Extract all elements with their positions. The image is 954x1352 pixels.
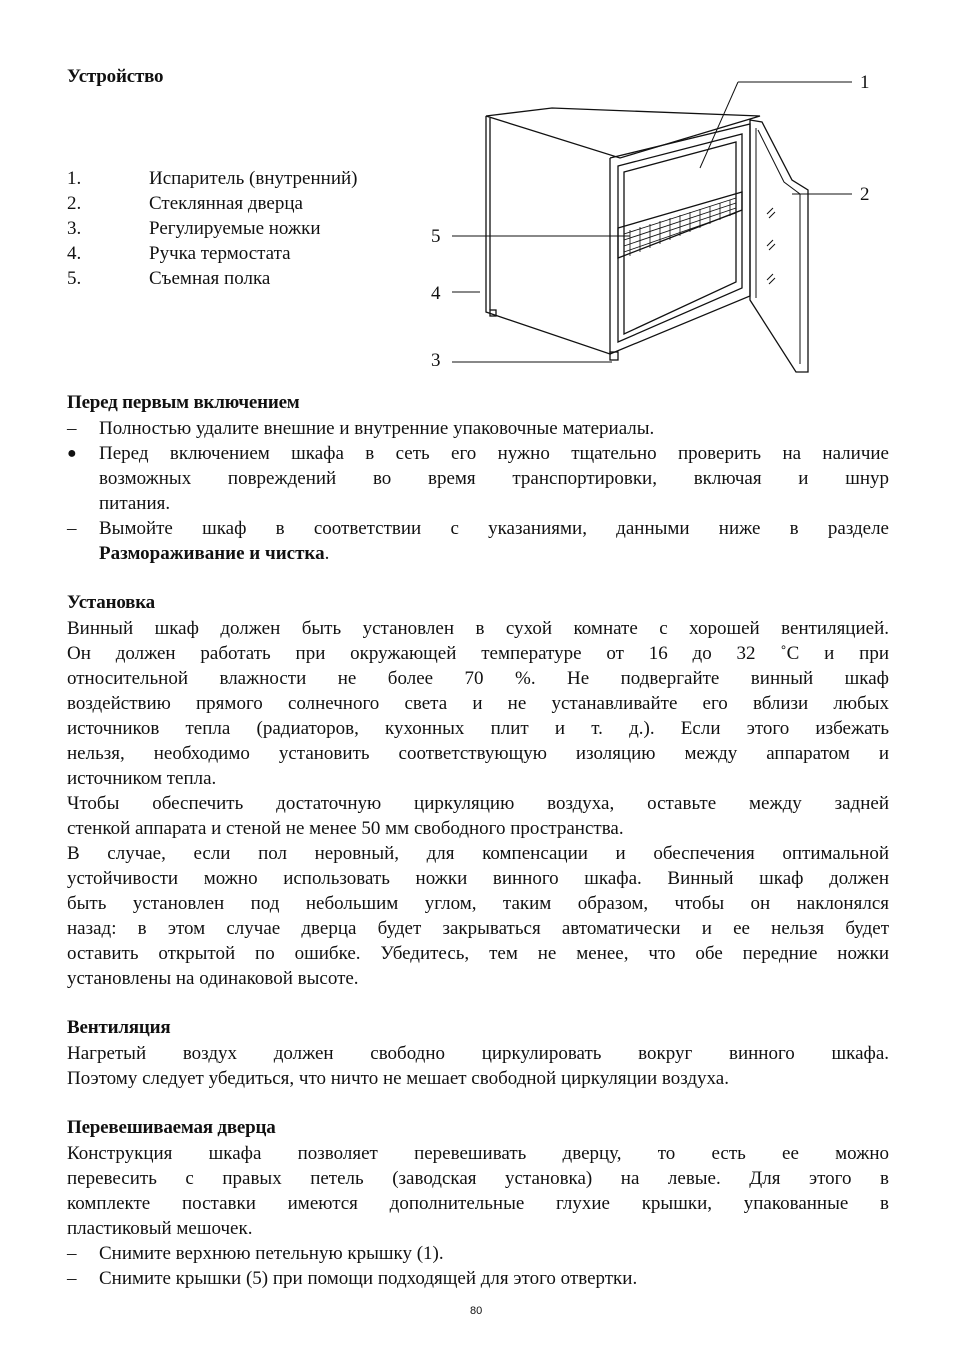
paragraph-line: Нагретый воздух должен свободно циркулировать вокруг винного шкафа. [67,1043,889,1064]
page-number: 80 [470,1305,483,1317]
paragraph-line: быть установлен под небольшим углом, таким образом, чтобы он наклонялся [67,893,889,914]
paragraph-line: источником тепла. [67,768,217,789]
heading-reversible-door: Перевешиваемая дверца [67,1117,276,1138]
paragraph-line: Винный шкаф должен быть установлен в сухой комнате с хорошей вентиляцией. [67,618,889,639]
paragraph-line: Поэтому следует убедиться, что ничто не мешает свободной циркуляции воздуха. [67,1068,729,1089]
paragraph-line: Снимите крышки (5) при помощи подходящей для этого отвертки. [99,1268,638,1289]
paragraph-line: воздействию прямого солнечного света и не устанавливайте его вблизи любых [67,693,889,714]
paragraph-line: питания. [99,493,171,514]
paragraph-line: Перед включением шкафа в сеть его нужно тщательно проверить на наличие [99,443,889,464]
callout-label: 3 [431,350,441,371]
dash-marker: – [67,1243,77,1264]
paragraph-line: оставить открытой по ошибке. Убедитесь, тем не менее, что обе передние ножки [67,943,889,964]
paragraph-line: устойчивости можно использовать ножки винного шкафа. Винный шкаф должен [67,868,889,889]
paragraph-line: Размораживание и чистка. [99,543,330,564]
list-item-label: Ручка термостата [149,243,291,264]
paragraph-line: Вымойте шкаф в соответствии с указаниями, данными ниже в разделе [99,518,889,539]
paragraph-line: Он должен работать при окружающей температуре от 16 до 32 ˚С и при [67,643,889,664]
paragraph-line: установлены на одинаковой высоте. [67,968,359,989]
paragraph-line: Чтобы обеспечить достаточную циркуляцию воздуха, оставьте между задней [67,793,889,814]
paragraph-line: назад: в этом случае дверца будет закрываться автоматически и ее нельзя будет [67,918,889,939]
list-item-num: 1. [67,168,82,189]
paragraph-line: относительной влажности не более 70 %. Не подвергайте винный шкаф [67,668,889,689]
callout-label: 2 [860,184,870,205]
list-item-label: Испаритель (внутренний) [149,168,358,189]
wine-cabinet-diagram [440,70,880,380]
cabinet-front [610,124,750,354]
list-item-label: Съемная полка [149,268,271,289]
section-reference: Размораживание и чистка [99,543,325,564]
heading-installation: Установка [67,592,155,613]
paragraph-line: стенкой аппарата и стеной не менее 50 мм свободного пространства. [67,818,624,839]
paragraph-line: возможных повреждений во время транспортировки, включая и шнур [99,468,889,489]
callout-label: 1 [860,72,870,93]
dash-marker: – [67,518,77,539]
heading-ventilation: Вентиляция [67,1017,171,1038]
list-item-num: 2. [67,193,82,214]
paragraph-line: комплекте поставки имеются дополнительные глухие крышки, упакованные в [67,1193,889,1214]
glass-door [750,120,808,372]
cabinet-top [486,108,760,158]
paragraph-line: перевесить с правых петель (заводская установка) на левые. Для этого в [67,1168,889,1189]
paragraph-line: нельзя, необходимо установить соответствующую изоляцию между аппаратом и [67,743,889,764]
paragraph-line: В случае, если пол неровный, для компенсации и обеспечения оптимальной [67,843,889,864]
list-item-label: Стеклянная дверца [149,193,303,214]
list-item-num: 4. [67,243,82,264]
heading-before-first-use: Перед первым включением [67,392,300,413]
paragraph-line: Снимите верхнюю петельную крышку (1). [99,1243,444,1264]
bullet-dot: ● [67,445,77,462]
dash-marker: – [67,418,77,439]
list-item-label: Регулируемые ножки [149,218,321,239]
paragraph-line: Конструкция шкафа позволяет перевешивать дверцу, то есть ее можно [67,1143,889,1164]
callout-label: 5 [431,226,441,247]
list-item-num: 5. [67,268,82,289]
heading-device: Устройство [67,66,164,87]
callout-label: 4 [431,283,441,304]
list-item-num: 3. [67,218,82,239]
dash-marker: – [67,1268,77,1289]
cabinet-side [486,116,610,354]
paragraph-line: пластиковый мешочек. [67,1218,253,1239]
paragraph-line: источников тепла (радиаторов, кухонных плит и т. д.). Если этого избежать [67,718,889,739]
paragraph-line: Полностью удалите внешние и внутренние упаковочные материалы. [99,418,655,439]
